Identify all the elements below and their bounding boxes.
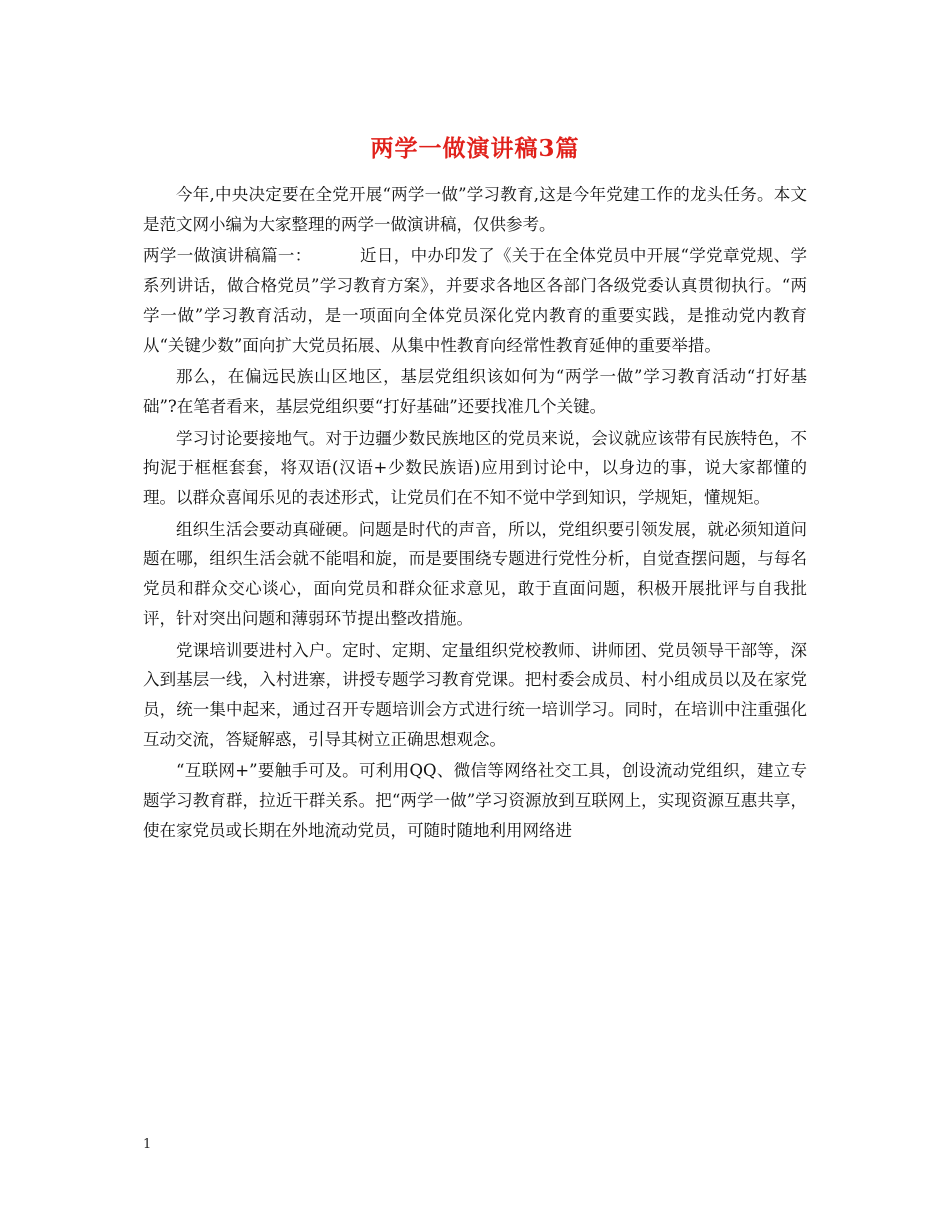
paragraph-6: “互联网+”要触手可及。可利用QQ、微信等网络社交工具，创设流动党组织，建立专题学习教育群，拉近干群关系。把“两学一做”学习资源放到互联网上，实现资源互惠共享，使在家党员或长期在外地流动党员，可随时随地利用网络进	[143, 761, 807, 840]
paragraph-5: 党课培训要进村入户。定时、定期、定量组织党校教师、讲师团、党员领导干部等，深入到基层一线，入村进寨，讲授专题学习教育党课。把村委会成员、村小组成员以及在家党员，统一集中起来，通过召开专题培训会方式进行统一培训学习。同时，在培训中注重强化互动交流，答疑解惑，引导其树立正确思想观念。	[143, 640, 807, 749]
paragraph-3: 学习讨论要接地气。对于边疆少数民族地区的党员来说，会议就应该带有民族特色，不拘泥于框框套套，将双语(汉语+少数民族语)应用到讨论中，以身边的事，说大家都懂的理。以群众喜闻乐见的表述形式，让党员们在不知不觉中学到知识，学规矩，懂规矩。	[143, 428, 807, 508]
section-label: 两学一做演讲稿篇一：	[143, 246, 312, 266]
section-one-text: 近日，中办印发了《关于在全体党员中开展“学党章党规、学系列讲话，做合格党员”学习教育方案》，并要求各地区各部门各级党委认真贯彻执行。“两学一做”学习教育活动，是一项面向全体党员深化党内教育的重要实践，是推动党内教育从“关键少数”面向扩大党员拓展、从集中性教育向经常性教育延伸的重要举措。	[143, 246, 808, 355]
document-body	[143, 180, 807, 845]
paragraph-4: 组织生活会要动真碰硬。问题是时代的声音，所以，党组织要引领发展，就必须知道问题在哪，组织生活会就不能唱和旋，而是要围绕专题进行党性分析，自觉查摆问题，与每名党员和群众交心谈心，面向党员和群众征求意见，敢于直面问题，积极开展批评与自我批评，针对突出问题和薄弱环节提出整改措施。	[143, 519, 807, 628]
paragraph-section-one	[143, 241, 807, 360]
paragraph-2: 那么，在偏远民族山区地区，基层党组织该如何为“两学一做”学习教育活动“打好基础”?在笔者看来，基层党组织要“打好基础”还要找准几个关键。	[143, 367, 807, 416]
paragraph-intro: 今年,中央决定要在全党开展“两学一做”学习教育,这是今年党建工作的龙头任务。本文是范文网小编为大家整理的两学一做演讲稿，仅供参考。	[143, 185, 807, 234]
page-number: 1	[143, 1137, 152, 1152]
document-title: 两学一做演讲稿3篇	[370, 135, 580, 162]
